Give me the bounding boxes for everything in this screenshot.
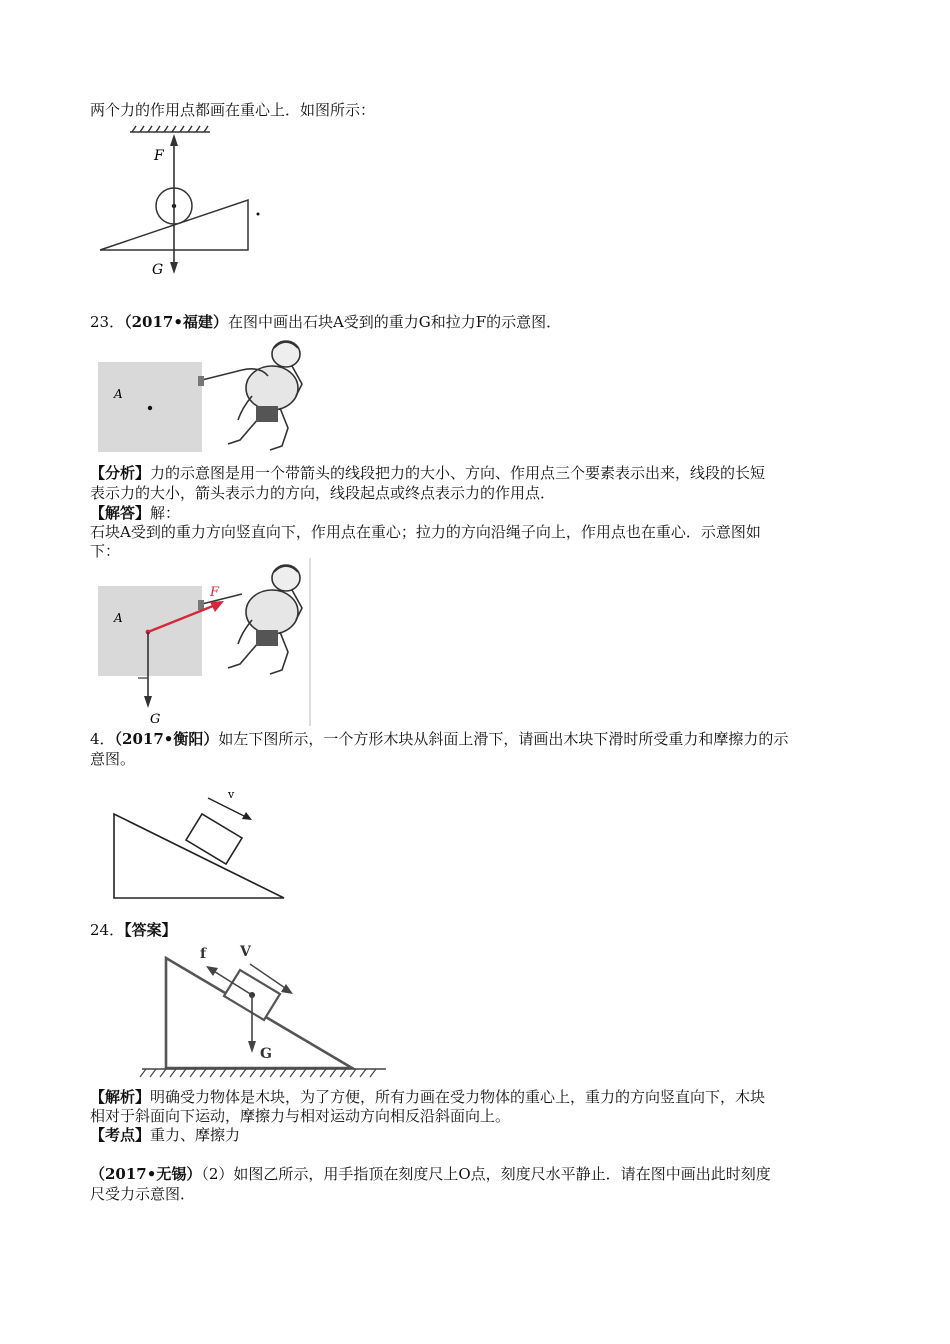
dot-mark	[257, 213, 260, 216]
label-v: V	[240, 944, 251, 960]
label-f: f	[200, 946, 207, 962]
answer-23-body: 石块A受到的重力方向竖直向下，作用点在重心；拉力的方向沿绳子向上，作用点也在重心．示意图如	[90, 523, 761, 541]
label-f: F	[154, 148, 164, 164]
answer-tag: 【解答】	[90, 504, 151, 522]
force-g-arrowhead	[170, 262, 178, 274]
label-g: G	[152, 262, 164, 278]
label-v: v	[228, 788, 235, 801]
answer-23-body2: 下：	[90, 542, 121, 560]
analysis-text: 力的示意图是用一个带箭头的线段把力的大小、方向、作用点三个要素表示出来，线段的长短	[150, 464, 766, 482]
wooden-block	[186, 814, 242, 864]
analysis-23-line1	[90, 463, 765, 483]
question-number: 23．	[90, 313, 125, 331]
label-f: F	[210, 585, 220, 600]
question-text: 如左下图所示，一个方形木块从斜面上滑下，请画出木块下滑时所受重力和摩擦力的示	[218, 730, 789, 748]
question-wuxi-line1	[90, 1164, 771, 1184]
ground-hatch	[140, 1069, 376, 1077]
man-figure	[198, 565, 302, 674]
ceiling-hatch	[130, 126, 210, 132]
question-text: 在图中画出石块A受到的重力G和拉力F的示意图．	[227, 313, 562, 331]
question-source: （2017•福建）	[124, 313, 228, 331]
force-f-arrowhead	[170, 134, 178, 146]
question-wuxi-line2: 尺受力示意图．	[90, 1185, 196, 1203]
analysis-23-line2: 表示力的大小，箭头表示力的方向，线段起点或终点表示力的作用点．	[90, 484, 556, 502]
friction-arrowhead	[206, 966, 218, 976]
question-23	[90, 312, 561, 332]
question-source: （2017•无锡）	[90, 1165, 202, 1183]
intro-line: 两个力的作用点都画在重心上．如图所示：	[90, 101, 376, 119]
explain-tag: 【解析】	[90, 1088, 151, 1106]
answer-text: 解：	[150, 504, 181, 522]
point-24	[90, 1125, 240, 1145]
explain-24-line2: 相对于斜面向下运动，摩擦力与相对运动方向相反沿斜面向上。	[90, 1107, 511, 1125]
analysis-tag: 【分析】	[90, 464, 151, 482]
stone-label: A	[114, 611, 123, 625]
answer-23-tag-line	[90, 503, 180, 523]
point-tag: 【考点】	[90, 1126, 151, 1144]
label-g: G	[260, 1046, 272, 1062]
label-g: G	[150, 712, 161, 727]
figure-ball-incline	[92, 122, 272, 292]
question-4-line2: 意图。	[90, 750, 136, 768]
velocity-arrow	[208, 798, 248, 818]
explain-24-line1	[90, 1087, 765, 1107]
figure-answer-23	[92, 558, 317, 728]
question-24	[90, 920, 177, 940]
point-text: 重力、摩擦力	[150, 1126, 241, 1144]
answer-tag: 【答案】	[124, 921, 177, 939]
force-g-arrowhead	[144, 696, 152, 708]
explain-text: 明确受力物体是木块，为了方便，所有力画在受力物体的重心上，重力的方向竖直向下，木块	[150, 1088, 766, 1106]
question-source: （2017•衡阳）	[114, 730, 219, 748]
stone-label: A	[114, 387, 123, 401]
stone-center-dot	[148, 406, 152, 410]
gravity-arrowhead	[248, 1041, 256, 1053]
question-number: 24．	[90, 921, 125, 939]
question-number: 4．	[90, 730, 115, 748]
question-text: （2）如图乙所示，用手指顶在刻度尺上O点，刻度尺水平静止．请在图中画出此时刻度	[201, 1165, 771, 1183]
figure-block-incline	[100, 782, 300, 907]
figure-man-pulling-stone	[92, 336, 317, 456]
velocity-arrowhead	[281, 984, 293, 994]
man-figure	[198, 341, 302, 450]
figure-answer-24	[116, 940, 406, 1082]
question-4-line1	[90, 729, 788, 749]
